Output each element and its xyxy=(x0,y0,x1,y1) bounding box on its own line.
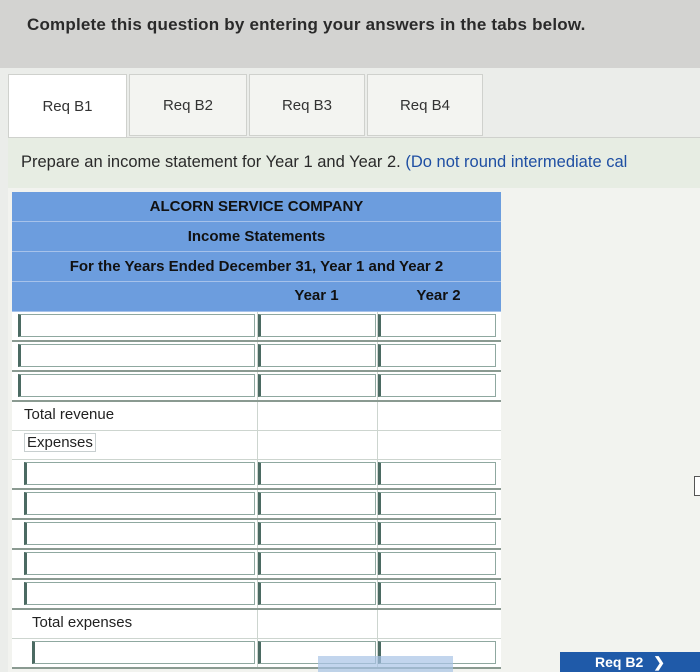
expense-year1-input[interactable] xyxy=(258,552,376,575)
expense-year2-input[interactable] xyxy=(378,492,496,515)
expenses-heading-row xyxy=(12,431,501,460)
instruction-note: (Do not round intermediate cal xyxy=(405,153,628,171)
next-button-label: Req B2 xyxy=(595,654,644,670)
column-header-year1: Year 1 xyxy=(294,287,339,304)
revenue-row xyxy=(12,372,501,402)
tab-label: Req B3 xyxy=(281,96,333,114)
expense-row xyxy=(12,520,501,550)
expense-row xyxy=(12,550,501,580)
income-statement-worksheet xyxy=(12,192,501,669)
next-req-b2-button[interactable] xyxy=(560,652,700,672)
statement-title: Income Statements xyxy=(12,222,501,252)
expense-account-select[interactable] xyxy=(24,492,255,515)
expense-row xyxy=(12,490,501,520)
total-expenses-label: Total expenses xyxy=(32,614,133,631)
total-expenses-row xyxy=(12,610,501,639)
net-income-label-select[interactable] xyxy=(32,641,255,664)
company-name: ALCORN SERVICE COMPANY xyxy=(12,192,501,222)
total-revenue-row xyxy=(12,402,501,431)
expense-account-select[interactable] xyxy=(24,462,255,485)
revenue-year2-input[interactable] xyxy=(378,314,496,337)
revenue-year2-input[interactable] xyxy=(378,374,496,397)
revenue-row xyxy=(12,342,501,372)
instructions-banner xyxy=(0,0,700,68)
expense-year1-input[interactable] xyxy=(258,462,376,485)
expense-year2-input[interactable] xyxy=(378,462,496,485)
instruction-text xyxy=(21,153,700,172)
expense-account-select[interactable] xyxy=(24,522,255,545)
total-revenue-label: Total revenue xyxy=(24,406,115,423)
instruction-main: Prepare an income statement for Year 1 and Year 2. xyxy=(21,153,406,171)
expense-year2-input[interactable] xyxy=(378,522,496,545)
expense-year1-input[interactable] xyxy=(258,522,376,545)
expense-year2-input[interactable] xyxy=(378,582,496,605)
expense-account-select[interactable] xyxy=(24,582,255,605)
statement-rows xyxy=(12,312,501,669)
expense-year2-input[interactable] xyxy=(378,552,496,575)
expense-account-select[interactable] xyxy=(24,552,255,575)
tab-req-b4[interactable] xyxy=(367,74,483,136)
revenue-row xyxy=(12,312,501,342)
scroll-handle[interactable] xyxy=(694,476,700,496)
column-header-row xyxy=(12,282,501,312)
revenue-year1-input[interactable] xyxy=(258,314,376,337)
tab-label: Req B4 xyxy=(399,96,451,114)
expense-year1-input[interactable] xyxy=(258,582,376,605)
column-header-year2: Year 2 xyxy=(416,287,461,304)
expenses-label: Expenses xyxy=(24,433,96,452)
chevron-right-icon: ❯ xyxy=(653,653,665,670)
expense-row xyxy=(12,460,501,490)
revenue-year1-input[interactable] xyxy=(258,344,376,367)
revenue-year2-input[interactable] xyxy=(378,344,496,367)
revenue-account-select[interactable] xyxy=(18,344,255,367)
revenue-account-select[interactable] xyxy=(18,374,255,397)
statement-period: For the Years Ended December 31, Year 1 and Year 2 xyxy=(12,252,501,282)
tab-label: Req B2 xyxy=(162,96,214,114)
tab-req-b3[interactable] xyxy=(249,74,365,136)
previous-button[interactable] xyxy=(318,656,453,672)
tab-req-b2[interactable] xyxy=(129,74,247,136)
expense-row xyxy=(12,580,501,610)
tab-req-b1[interactable] xyxy=(8,74,127,138)
banner-text: Complete this question by entering your answers in the tabs below. xyxy=(27,15,586,34)
revenue-year1-input[interactable] xyxy=(258,374,376,397)
expense-year1-input[interactable] xyxy=(258,492,376,515)
tab-label: Req B1 xyxy=(42,97,93,115)
revenue-account-select[interactable] xyxy=(18,314,255,337)
